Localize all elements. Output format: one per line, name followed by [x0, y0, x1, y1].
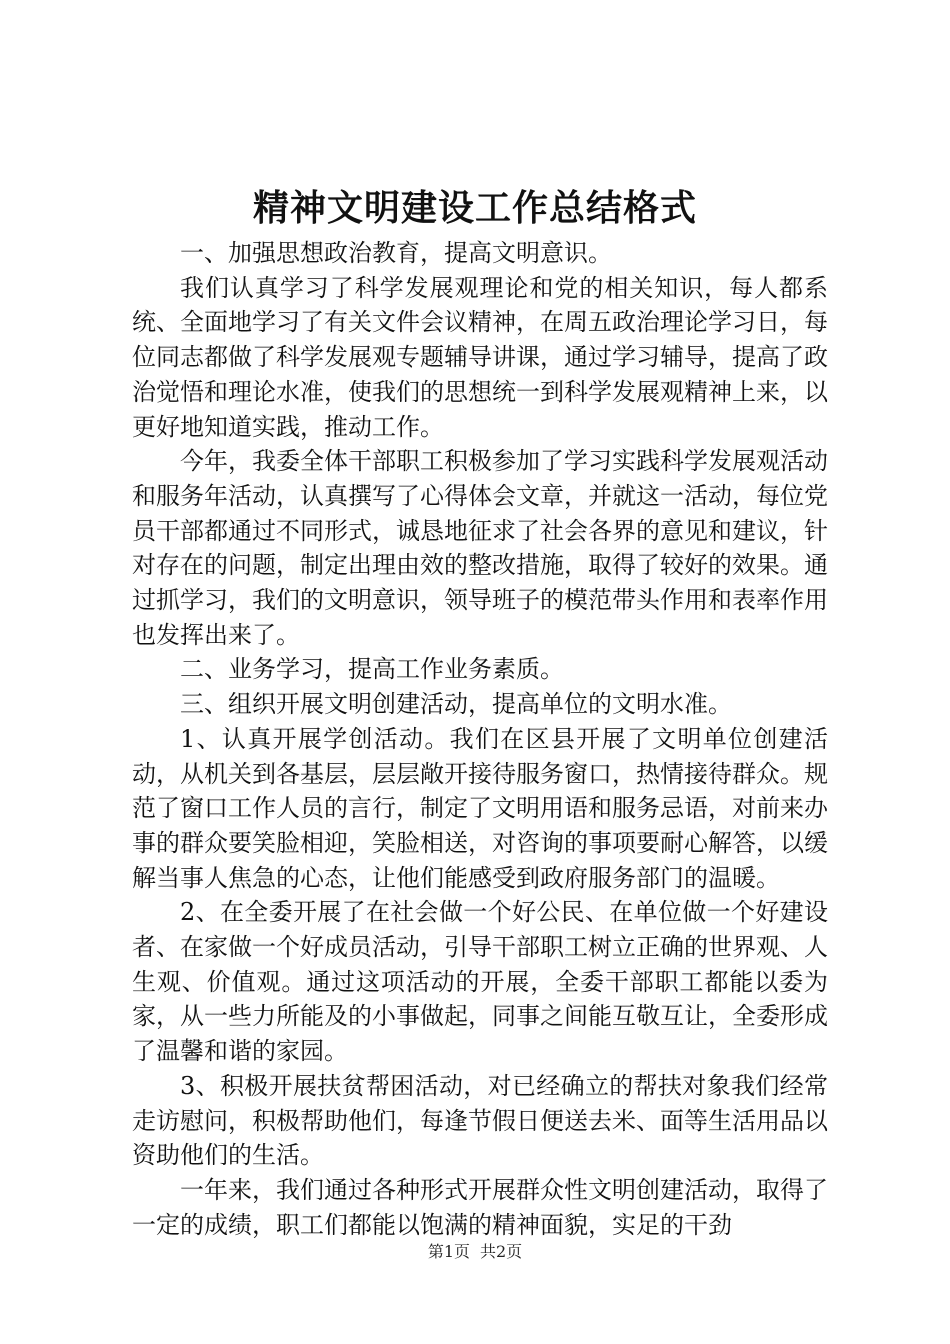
body-paragraph: 一年来，我们通过各种形式开展群众性文明创建活动，取得了一定的成绩，职工们都能以饱满的精神面貌，实足的干劲 — [132, 1175, 828, 1239]
section-heading-3: 三、组织开展文明创建活动，提高单位的文明水准。 — [180, 690, 732, 719]
section-heading-1: 一、加强思想政治教育，提高文明意识。 — [180, 239, 612, 267]
page-footer — [0, 1240, 950, 1264]
page-number-total: 共2页 — [480, 1242, 523, 1261]
body-paragraph: 3、积极开展扶贫帮困活动，对已经确立的帮扶对象我们经常走访慰问，积极帮助他们，每逢节假日便送去米、面等生活用品以资助他们的生活。 — [132, 1071, 828, 1170]
document-title: 精神文明建设工作总结格式 — [252, 187, 697, 229]
body-paragraph: 今年，我委全体干部职工积极参加了学习实践科学发展观活动和服务年活动，认真撰写了心得体会文章，并就这一活动，每位党员干部都通过不同形式，诚恳地征求了社会各界的意见和建议，针对存在的问题，制定出理由效的整改措施，取得了较好的效果。通过抓学习，我们的文明意识，领导班子的模范带头作用和表率作用也发挥出来了。 — [132, 447, 828, 649]
body-paragraph: 1、认真开展学创活动。我们在区县开展了文明单位创建活动，从机关到各基层，层层敞开接待服务窗口，热情接待群众。规范了窗口工作人员的言行，制定了文明用语和服务忌语，对前来办事的群众要笑脸相迎，笑脸相送，对咨询的事项要耐心解答，以缓解当事人焦急的心态，让他们能感受到政府服务部门的温暖。 — [132, 724, 828, 892]
document-body — [132, 236, 828, 1242]
body-paragraph: 我们认真学习了科学发展观理论和党的相关知识，每人都系统、全面地学习了有关文件会议精神，在周五政治理论学习日，每位同志都做了科学发展观专题辅导讲课，通过学习辅导，提高了政治觉悟和理论水准，使我们的思想统一到科学发展观精神上来，以更好地知道实践，推动工作。 — [132, 273, 828, 441]
body-paragraph: 2、在全委开展了在社会做一个好公民、在单位做一个好建设者、在家做一个好成员活动，引导干部职工树立正确的世界观、人生观、价值观。通过这项活动的开展，全委干部职工都能以委为家，从一些力所能及的小事做起，同事之间能互敬互让，全委形成了温馨和谐的家园。 — [132, 898, 828, 1066]
section-heading-2: 二、业务学习，提高工作业务素质。 — [180, 655, 564, 684]
page-number-current: 第1页 — [427, 1242, 470, 1261]
